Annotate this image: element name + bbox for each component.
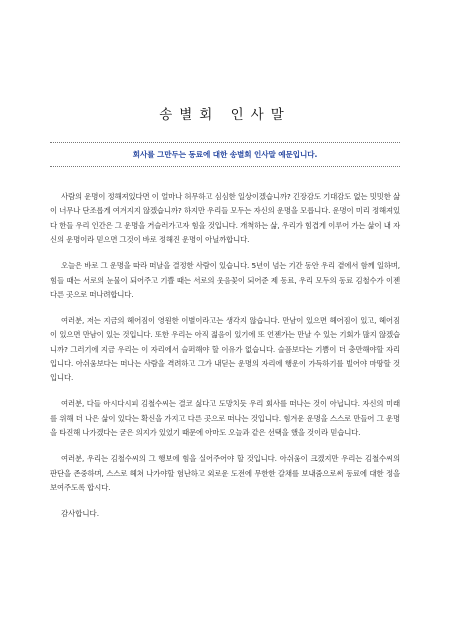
closing-line: 감사합니다.	[61, 508, 100, 518]
document-body	[50, 190, 400, 521]
divider-top	[50, 142, 400, 143]
paragraph: 여러분, 우리는 김철수씨의 그 행보에 힘을 실어주어야 할 것입니다. 아쉬움이 크겠지만 우리는 김철수씨의 판단을 존중하며, 스스로 헤쳐 나가야할 험난하고 외로운 도전에 무한한 갈채를 보내줌으로써 동료에 대한 정을 보여주도록 합시다.	[50, 454, 400, 492]
document-subtitle: 회사를 그만두는 동료에 대한 송별회 인사말 예문입니다.	[132, 150, 318, 159]
paragraph: 오늘은 바로 그 운명을 따라 떠날을 결정한 사람이 있습니다. 5년이 넘는 기간 동안 우리 곁에서 함께 일하며, 힘들 때는 서로의 눈물이 되어주고 기쁠 때는 서로의 웃음꽃이 되어준 제 동료, 우리 모두의 동료 김철수가 이젠 다른 곳으로 떠나려합니다.	[50, 261, 400, 299]
paragraph: 여러분, 다들 아시다시피 김철수씨는 결코 싫다고 도망치듯 우리 회사를 떠나는 것이 아닙니다. 자신의 미래를 위해 더 나은 삶이 있다는 확신을 가지고 다른 곳으로 떠나는 것입니다. 힘겨운 운명을 스스로 만들어 그 운명을 타진해 나가겠다는 굳은 의지가 있었기 때문에 아마도 오늘과 같은 선택을 했을 것이라 믿습니다.	[50, 399, 400, 438]
paragraph: 여러분, 저는 지금의 헤어짐이 영원한 이별이라고는 생각지 않습니다. 만남이 있으면 헤어짐이 있고, 헤어짐이 있으면 만남이 있는 것입니다. 또한 우리는 아직 젊음이 있기에 또 언젠가는 만날 수 있는 기회가 많지 않겠습니까? 그러기에 지금 우리는 이 자리에서 슬퍼해야 할 이유가 없습니다. 슬픔보다는 기쁨이 더 충만해야할 자리입니다. 아쉬움보다는 떠나는 사람을 격려하고 그가 내딛는 운명의 자리에 행운이 가득하기를 빌어야 마땅할 것입니다.	[50, 315, 400, 383]
divider-bottom	[50, 166, 400, 167]
document-title: 송별회 인사말	[159, 107, 291, 123]
paragraph: 사람의 운명이 정해져있다면 이 얼마나 허무하고 심심한 일상이겠습니까? 긴장감도 기대감도 없는 밋밋한 삶이 너무나 단조롭게 여겨지지 않겠습니까? 하지만 우리들 모두는 자신의 운명을 모릅니다. 운명이 미리 정해져있다 한들 우리 인간은 그 운명을 거슬러가고자 힘을 것입니다. 개척하는 삶, 우리가 힘겹게 이루어 가는 삶이 내 자신의 운명이라 믿으면 그것이 바로 정해진 운명이 아닐까합니다.	[50, 192, 400, 245]
